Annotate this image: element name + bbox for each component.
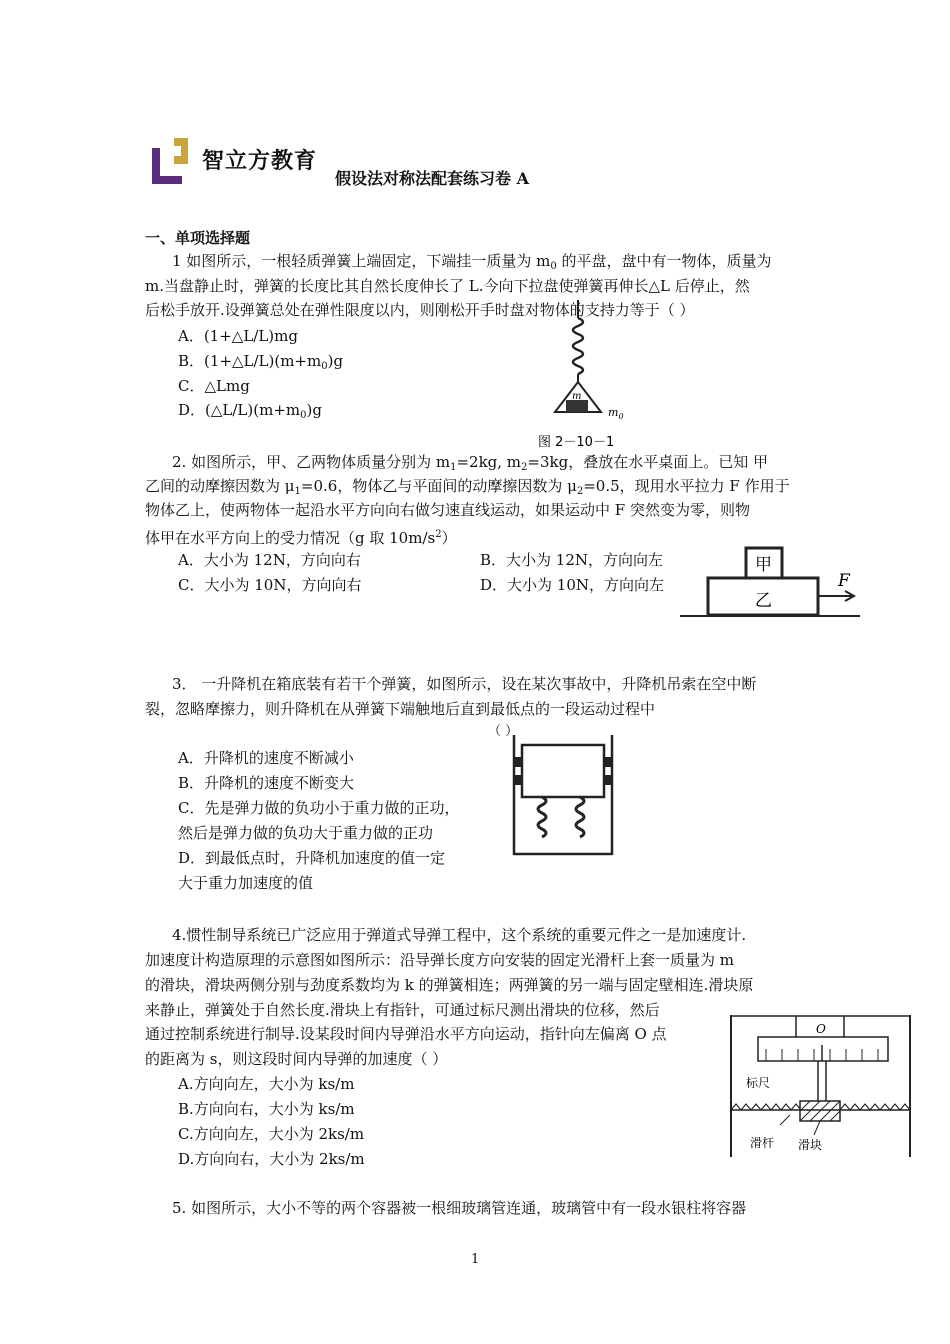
q4-option-a: A.方向向左，大小为 ks/m — [178, 1075, 355, 1093]
q4-fig-origin-label: O — [816, 1022, 826, 1036]
q3-line-1: 3． 一升降机在箱底装有若干个弹簧，如图所示，设在某次事故中，升降机吊索在空中断 — [172, 675, 757, 693]
q2-option-a: A．大小为 12N，方向向右 — [178, 551, 361, 569]
q4-accelerometer-figure — [730, 1015, 912, 1157]
q2-line-1: 2. 如图所示，甲、乙两物体质量分别为 $m_1=2kg$, $m_2=3kg$，叠放在水平桌面上。已知 甲 — [172, 453, 768, 473]
q3-option-c-cont: 然后是弹力做的负功大于重力做的正功 — [178, 824, 434, 842]
q1-line-3: 后松手放开.设弹簧总处在弹性限度以内，则刚松开手时盘对物体的支持力等于（ ） — [145, 301, 695, 319]
q3-elevator-figure — [508, 735, 618, 857]
q4-line-5: 通过控制系统进行制导.设某段时间内导弹沿水平方向运动，指针向左偏离 O 点 — [145, 1025, 667, 1043]
q1-option-b: B．$(1+\triangle L/L)(m+m_0)g$ — [178, 352, 344, 372]
brand-logo-icon — [148, 138, 192, 184]
q4-line-2: 加速度计构造原理的示意图如图所示：沿导弹长度方向安装的固定光滑杆上套一质量为 m — [145, 951, 734, 969]
q2-option-d: D．大小为 10N，方向向左 — [480, 576, 665, 594]
q4-line-6: 的距离为 s，则这段时间内导弹的加速度（ ） — [145, 1050, 448, 1068]
q1-spring-figure — [520, 300, 650, 450]
q4-line-4: 来静止，弹簧处于自然长度.滑块上有指针，可通过标尺测出滑块的位移，然后 — [145, 1001, 660, 1019]
q2-block-top-label: 甲 — [755, 555, 772, 575]
q1-figure-caption: 图 2－10－1 — [538, 435, 615, 450]
q3-option-d: D．到最低点时，升降机加速度的值一定 — [178, 849, 446, 867]
q2-block-bottom-label: 乙 — [755, 591, 772, 611]
q1-fig-mass-label: m — [572, 391, 582, 402]
brand-name: 智立方教育 — [202, 149, 318, 174]
q1-line-2: m.当盘静止时，弹簧的长度比其自然长度伸长了 L.今向下拉盘使弹簧再伸长△L 后停止，然 — [145, 277, 750, 295]
q2-option-c: C．大小为 10N，方向向右 — [178, 576, 362, 594]
q1-fig-m0-label: $m_0$ — [608, 406, 624, 421]
q3-line-3: （ ） — [488, 724, 519, 739]
section-heading: 一、单项选择题 — [145, 229, 251, 247]
q1-line-1: 1 如图所示，一根轻质弹簧上端固定，下端挂一质量为 $m_0$ 的平盘，盘中有一物体，质量为 — [172, 252, 772, 272]
q2-option-b: B．大小为 12N，方向向左 — [480, 551, 664, 569]
q3-option-c: C．先是弹力做的负功小于重力做的正功， — [178, 799, 460, 817]
q4-fig-rod-label: 滑杆 — [750, 1136, 775, 1150]
page-title: 假设法对称法配套练习卷 A — [335, 169, 529, 188]
q4-option-d: D.方向向右，大小为 2ks/m — [178, 1150, 365, 1168]
q4-fig-scale-label: 标尺 — [746, 1076, 771, 1090]
q1-option-a: A．(1+△L/L)mg — [178, 327, 298, 345]
q1-option-c: C．△Lmg — [178, 377, 250, 395]
q3-option-b: B．升降机的速度不断变大 — [178, 774, 355, 792]
q2-line-4: 体甲在水平方向上的受力情况（g 取 $10m/s^2$） — [145, 529, 457, 547]
q1-option-d: D．$(\triangle L/L)(m+m_0)g$ — [178, 401, 322, 421]
brand-logo — [148, 138, 318, 186]
q4-option-c: C.方向向左，大小为 2ks/m — [178, 1125, 365, 1143]
q5-line-1: 5. 如图所示，大小不等的两个容器被一根细玻璃管连通，玻璃管中有一段水银柱将容器 — [172, 1199, 747, 1217]
q2-line-2: 乙间的动摩擦因数为 $\mu_1=0.6$，物体乙与平面间的动摩擦因数为 $\mu_2=0.5$，现用水平拉力 F 作用于 — [145, 477, 790, 497]
q2-blocks-figure — [680, 540, 860, 620]
page-number: 1 — [471, 1252, 480, 1267]
q4-fig-slider-label: 滑块 — [798, 1138, 823, 1152]
q2-force-label: F — [838, 571, 850, 591]
q3-line-2: 裂，忽略摩擦力，则升降机在从弹簧下端触地后直到最低点的一段运动过程中 — [145, 700, 656, 718]
q4-option-b: B.方向向右，大小为 ks/m — [178, 1100, 355, 1118]
q2-line-3: 物体乙上，使两物体一起沿水平方向向右做匀速直线运动，如果运动中 F 突然变为零，则物 — [145, 501, 750, 519]
q3-option-d-cont: 大于重力加速度的值 — [178, 874, 314, 892]
q3-option-a: A．升降机的速度不断减小 — [178, 749, 354, 767]
q4-line-1: 4.惯性制导系统已广泛应用于弹道式导弹工程中，这个系统的重要元件之一是加速度计. — [172, 926, 747, 944]
q4-line-3: 的滑块，滑块两侧分别与劲度系数均为 k 的弹簧相连；两弹簧的另一端与固定壁相连.滑块原 — [145, 976, 754, 994]
